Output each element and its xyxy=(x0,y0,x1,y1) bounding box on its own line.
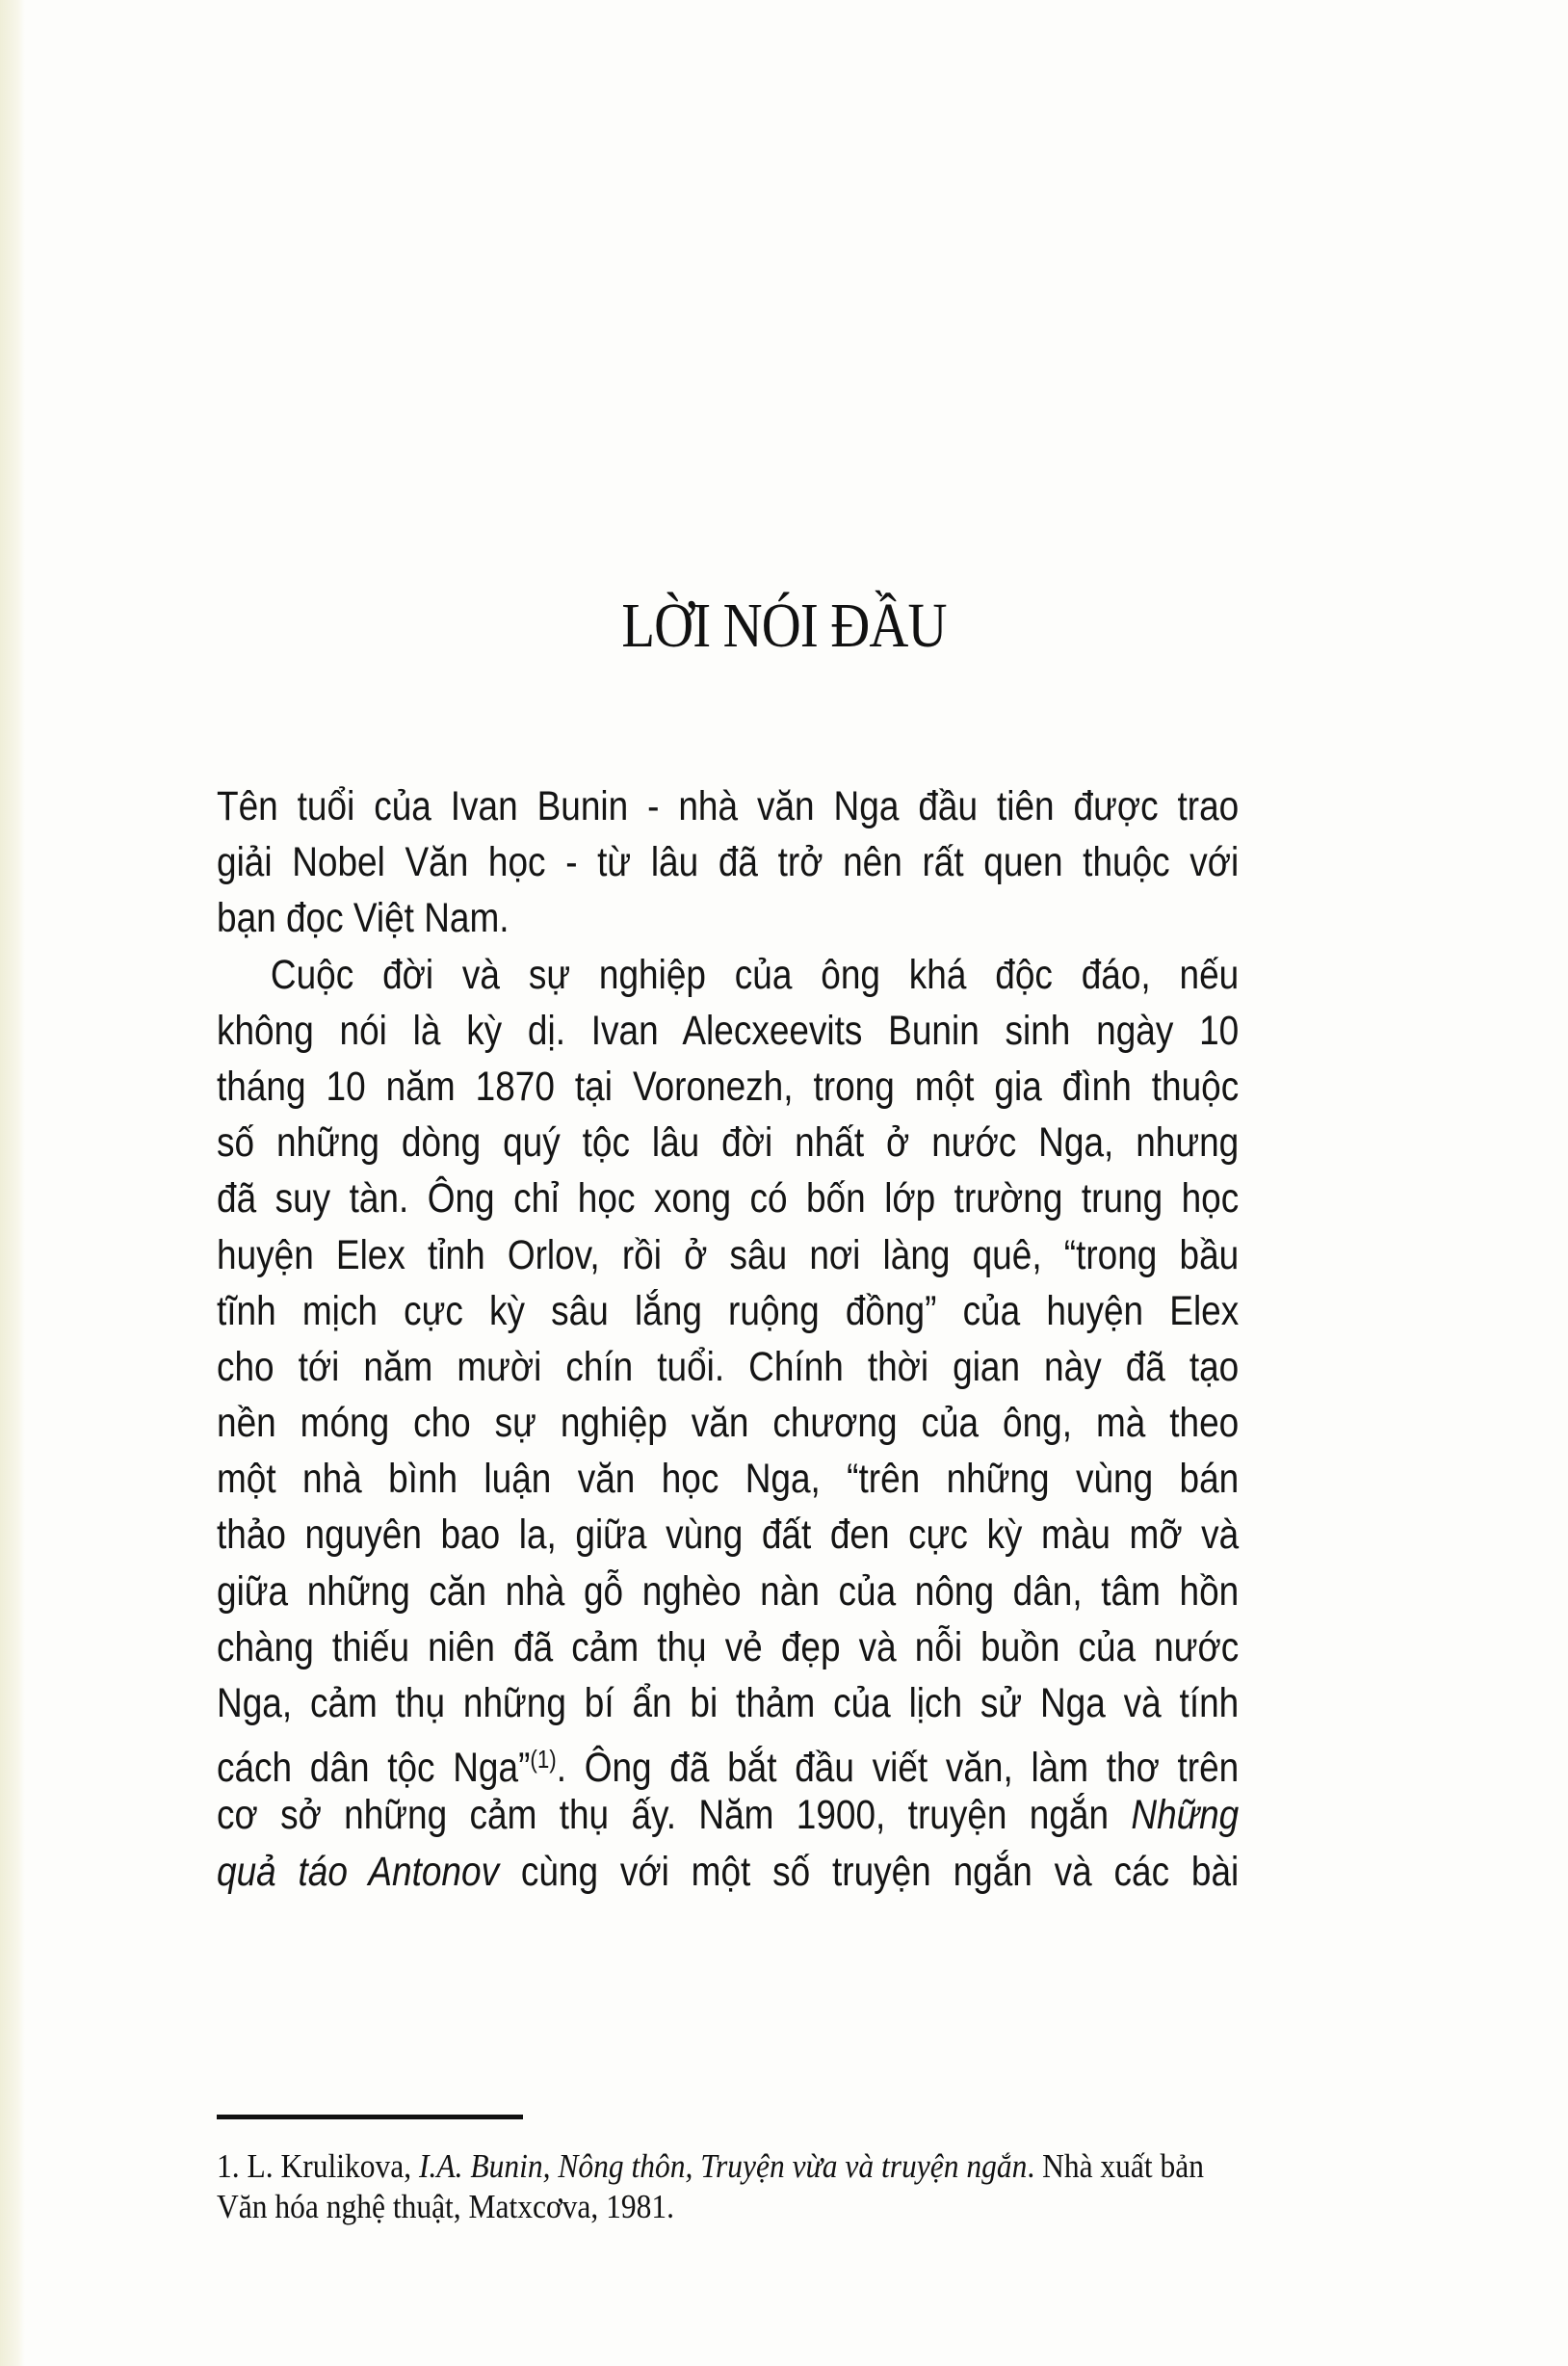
footnote-reference: (1) xyxy=(530,1745,557,1774)
body-line xyxy=(217,1844,1239,1900)
text-segment: chàng thiếu niên đã cảm thụ vẻ đẹp và nỗi buồn của nước xyxy=(217,1623,1240,1670)
footnote-divider xyxy=(217,2115,523,2119)
body-line xyxy=(217,1451,1239,1507)
footnote-publisher: . Nhà xuất bản xyxy=(1027,2147,1205,2185)
body-line xyxy=(217,1731,1240,1792)
body-line xyxy=(217,834,1239,890)
text-segment: cho tới năm mười chín tuổi. Chính thời gian này đã tạo xyxy=(217,1343,1240,1390)
footnote-line-1 xyxy=(217,2146,1257,2187)
text-segment: giải Nobel Văn học - từ lâu đã trở nên rất quen thuộc với xyxy=(217,839,1240,886)
body-line xyxy=(217,1395,1239,1451)
text-segment: Tên tuổi của Ivan Bunin - nhà văn Nga đầu tiên được trao xyxy=(217,783,1240,829)
text-segment: giữa những căn nhà gỗ nghèo nàn của nông dân, tâm hồn xyxy=(217,1567,1240,1615)
footnote-book-title: I.A. Bunin, Nông thôn, Truyện vừa và truyện ngắn xyxy=(418,2147,1028,2185)
body-line xyxy=(217,1115,1239,1170)
italic-title-text: quả táo Antonov xyxy=(217,1848,500,1895)
text-segment: bạn đọc Việt Nam. xyxy=(217,895,510,942)
page-title: LỜI NÓI ĐẦU xyxy=(621,591,947,661)
body-text xyxy=(217,778,1239,1900)
body-line xyxy=(217,1227,1239,1283)
body-line xyxy=(217,1564,1239,1619)
text-segment: . Ông đã bắt đầu viết văn, làm thơ trên xyxy=(556,1745,1240,1792)
body-line xyxy=(217,1170,1239,1226)
footnote xyxy=(217,2146,1257,2227)
text-segment: huyện Elex tỉnh Orlov, rồi ở sâu nơi làng quê, “trong bầu xyxy=(217,1231,1240,1278)
text-segment: cơ sở những cảm thụ ấy. Năm 1900, truyện ngắn xyxy=(217,1792,1132,1839)
text-segment: tĩnh mịch cực kỳ sâu lắng ruộng đồng” của huyện Elex xyxy=(217,1287,1240,1334)
page-edge-shadow xyxy=(0,0,25,2366)
body-line xyxy=(217,1059,1239,1115)
text-segment: tháng 10 năm 1870 tại Voronezh, trong một gia đình thuộc xyxy=(217,1063,1240,1110)
text-segment: số những dòng quý tộc lâu đời nhất ở nước Nga, nhưng xyxy=(217,1119,1240,1167)
text-segment: đã suy tàn. Ông chỉ học xong có bốn lớp trường trung học xyxy=(217,1175,1240,1222)
body-line xyxy=(217,778,1239,834)
text-segment: cùng với một số truyện ngắn và các bài xyxy=(499,1848,1240,1895)
text-segment: một nhà bình luận văn học Nga, “trên những vùng bán xyxy=(217,1456,1240,1503)
italic-title-text: Những xyxy=(1131,1792,1240,1839)
text-segment: nền móng cho sự nghiệp văn chương của ông, mà theo xyxy=(217,1400,1240,1447)
body-line xyxy=(217,890,1239,946)
text-segment: Cuộc đời và sự nghiệp của ông khá độc đáo, nếu xyxy=(270,951,1240,998)
footnote-number: 1. L. Krulikova, xyxy=(217,2147,419,2185)
body-line xyxy=(217,947,1239,1003)
text-segment: cách dân tộc Nga” xyxy=(217,1745,531,1792)
text-segment: thảo nguyên bao la, giữa vùng đất đen cực kỳ màu mỡ và xyxy=(217,1512,1240,1559)
body-line xyxy=(217,1619,1239,1675)
text-segment: Nga, cảm thụ những bí ẩn bi thảm của lịch sử Nga và tính xyxy=(217,1680,1240,1726)
body-line xyxy=(217,1675,1239,1731)
body-line xyxy=(217,1507,1239,1563)
body-line xyxy=(217,1283,1239,1339)
body-line xyxy=(217,1787,1239,1843)
footnote-line-2: Văn hóa nghệ thuật, Matxcơva, 1981. xyxy=(217,2188,675,2225)
body-line xyxy=(217,1003,1239,1059)
text-segment: không nói là kỳ dị. Ivan Alecxeevits Bunin sinh ngày 10 xyxy=(217,1007,1240,1054)
body-line xyxy=(217,1339,1239,1395)
